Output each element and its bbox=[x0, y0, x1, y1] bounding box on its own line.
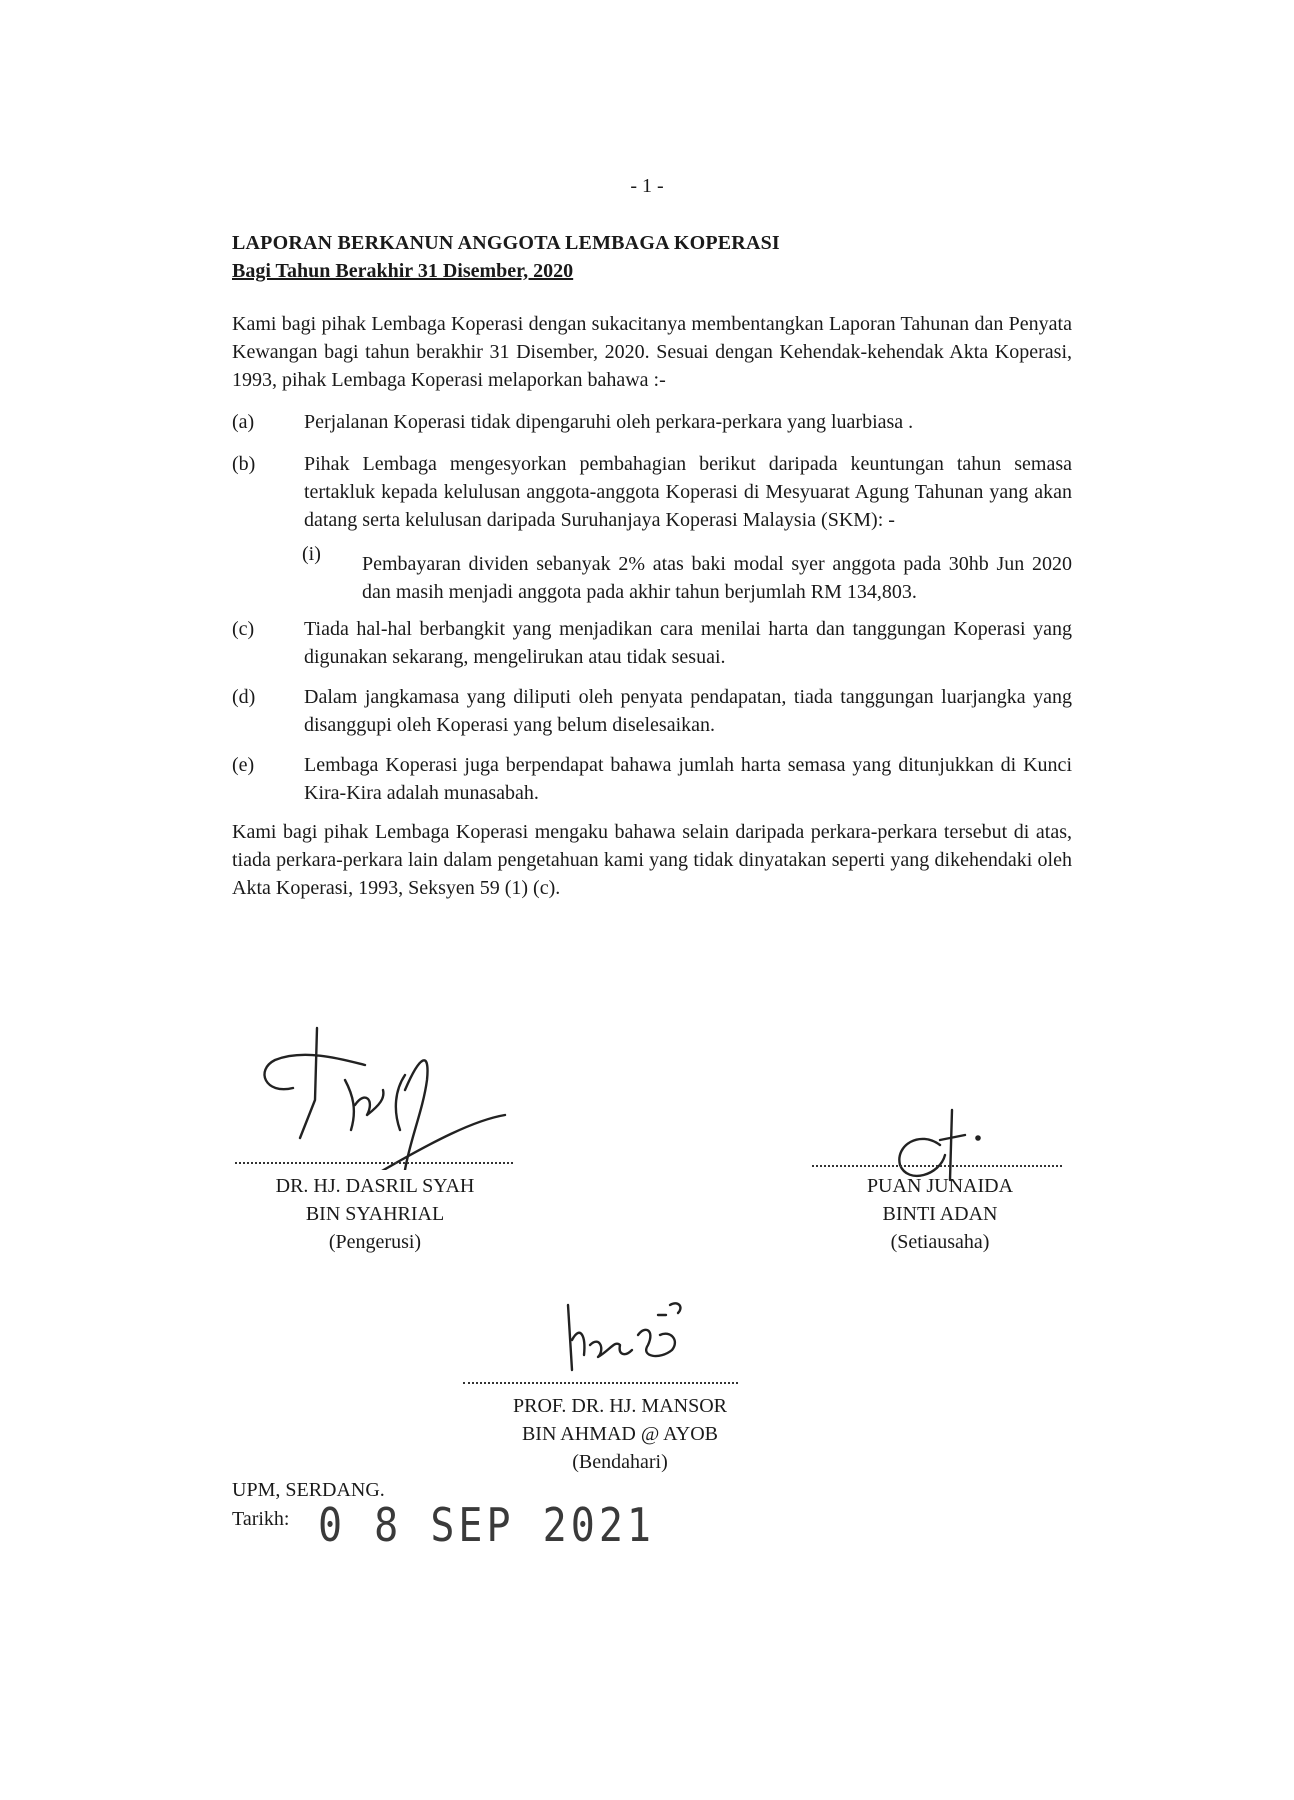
sub-item-label: (i) bbox=[302, 543, 321, 565]
signatory-name-line2: BINTI ADAN bbox=[882, 1203, 998, 1225]
item-text: Perjalanan Koperasi tidak dipengaruhi oleh perkara-perkara yang luarbiasa . bbox=[304, 411, 914, 433]
item-label: (e) bbox=[232, 754, 255, 776]
signatory-name: PROF. DR. HJ. MANSOR bbox=[512, 1395, 727, 1417]
signatory-role: (Pengerusi) bbox=[328, 1231, 422, 1253]
secretary-signatory bbox=[820, 1172, 1060, 1256]
item-text: Pihak Lembaga mengesyorkan pembahagian berikut daripada keuntungan tahun semasa tertakluk kepada kelulusan anggota-anggota Koperasi di Mesyuarat Agung Tahunan yang akan datang serta kelulusan daripada Suruhanjaya Koperasi Malaysia (SKM): - bbox=[304, 453, 1072, 531]
place-label: UPM, SERDANG. bbox=[232, 1479, 385, 1501]
document-title: LAPORAN BERKANUN ANGGOTA LEMBAGA KOPERASI bbox=[232, 232, 780, 254]
signatory-name: PUAN JUNAIDA bbox=[866, 1175, 1014, 1197]
treasurer-signature bbox=[560, 1295, 690, 1375]
item-label: (c) bbox=[232, 618, 255, 640]
item-text: Tiada hal-hal berbangkit yang menjadikan cara menilai harta dan tanggungan Koperasi yang digunakan sekarang, mengelirukan atau tidak sesuai. bbox=[304, 618, 1072, 668]
date-label: Tarikh: bbox=[232, 1508, 290, 1530]
item-text: Dalam jangkamasa yang diliputi oleh penyata pendapatan, tiada tanggungan luarjangka yang disanggupi oleh Koperasi yang belum diselesaikan. bbox=[304, 686, 1072, 736]
signature-line bbox=[463, 1382, 738, 1384]
signatory-role: (Bendahari) bbox=[572, 1451, 668, 1473]
signatory-role: (Setiausaha) bbox=[890, 1231, 990, 1253]
signatory-name: DR. HJ. DASRIL SYAH bbox=[275, 1175, 475, 1197]
signatory-name-line2: BIN SYAHRIAL bbox=[305, 1203, 445, 1225]
item-label: (a) bbox=[232, 411, 255, 433]
date-stamp: 0 8 SEP 2021 bbox=[318, 1499, 655, 1553]
document-subtitle: Bagi Tahun Berakhir 31 Disember, 2020 bbox=[232, 260, 574, 282]
item-label: (b) bbox=[232, 453, 256, 475]
item-text: Lembaga Koperasi juga berpendapat bahawa jumlah harta semasa yang ditunjukkan di Kunci Kira-Kira adalah munasabah. bbox=[304, 754, 1072, 804]
page-number: - 1 - bbox=[630, 175, 664, 197]
signature-line bbox=[235, 1162, 513, 1164]
chairman-signatory bbox=[235, 1172, 515, 1256]
treasurer-signatory bbox=[470, 1392, 770, 1476]
signature-line bbox=[812, 1165, 1062, 1167]
sub-item-text: Pembayaran dividen sebanyak 2% atas baki modal syer anggota pada 30hb Jun 2020 dan masih menjadi anggota pada akhir tahun berjumlah RM 134,803. bbox=[362, 553, 1072, 603]
item-label: (d) bbox=[232, 686, 256, 708]
chairman-signature bbox=[255, 1020, 515, 1170]
signatory-name-line2: BIN AHMAD @ AYOB bbox=[521, 1423, 719, 1445]
closing-paragraph: Kami bagi pihak Lembaga Koperasi mengaku bahawa selain daripada perkara-perkara tersebut di atas, tiada perkara-perkara lain dalam pengetahuan kami yang tidak dinyatakan seperti yang dikehendaki oleh Akta Koperasi, 1993, Seksyen 59 (1) (c). bbox=[232, 821, 1072, 899]
intro-paragraph: Kami bagi pihak Lembaga Koperasi dengan sukacitanya membentangkan Laporan Tahunan dan Penyata Kewangan bagi tahun berakhir 31 Disember, 2020. Sesuai dengan Kehendak-kehendak Akta Koperasi, 1993, pihak Lembaga Koperasi melaporkan bahawa :- bbox=[232, 313, 1072, 391]
